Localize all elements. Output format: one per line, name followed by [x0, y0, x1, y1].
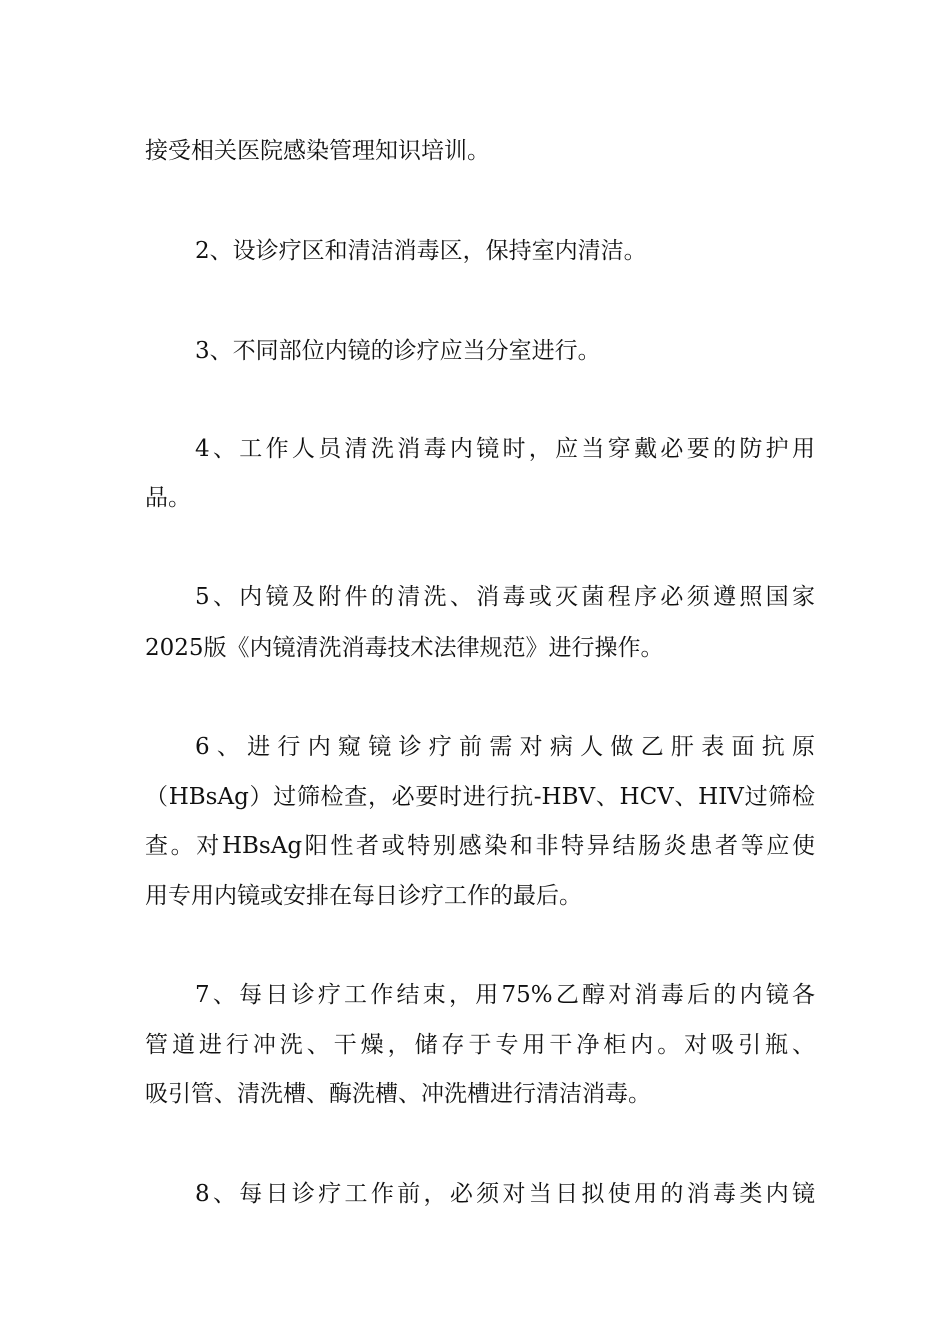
text-line: 2025版《内镜清洗消毒技术法律规范》进行操作。: [145, 635, 664, 661]
text-line: 5、内镜及附件的清洗、消毒或灭菌程序必须遵照国家: [195, 584, 815, 610]
text-line: 3、不同部位内镜的诊疗应当分室进行。: [195, 338, 601, 364]
text-line: 8、每日诊疗工作前，必须对当日拟使用的消毒类内镜: [195, 1181, 815, 1207]
text-line: 7、每日诊疗工作结束，用75%乙醇对消毒后的内镜各: [195, 982, 815, 1008]
text-line: 6、进行内窥镜诊疗前需对病人做乙肝表面抗原: [195, 734, 815, 760]
text-line: 2、设诊疗区和清洁消毒区，保持室内清洁。: [195, 238, 647, 264]
text-line: 用专用内镜或安排在每日诊疗工作的最后。: [145, 883, 582, 909]
text-line: 查。对HBsAg阳性者或特别感染和非特异结肠炎患者等应使: [145, 833, 815, 859]
text-line: 吸引管、清洗槽、酶洗槽、冲洗槽进行清洁消毒。: [145, 1081, 651, 1107]
text-line: 接受相关医院感染管理知识培训。: [145, 138, 490, 164]
text-line: （HBsAg）过筛检查，必要时进行抗-HBV、HCV、HIV过筛检: [145, 784, 815, 810]
text-line: 4、工作人员清洗消毒内镜时，应当穿戴必要的防护用: [195, 436, 815, 462]
text-line: 品。: [145, 485, 191, 511]
text-line: 管道进行冲洗、干燥，储存于专用干净柜内。对吸引瓶、: [145, 1032, 815, 1058]
